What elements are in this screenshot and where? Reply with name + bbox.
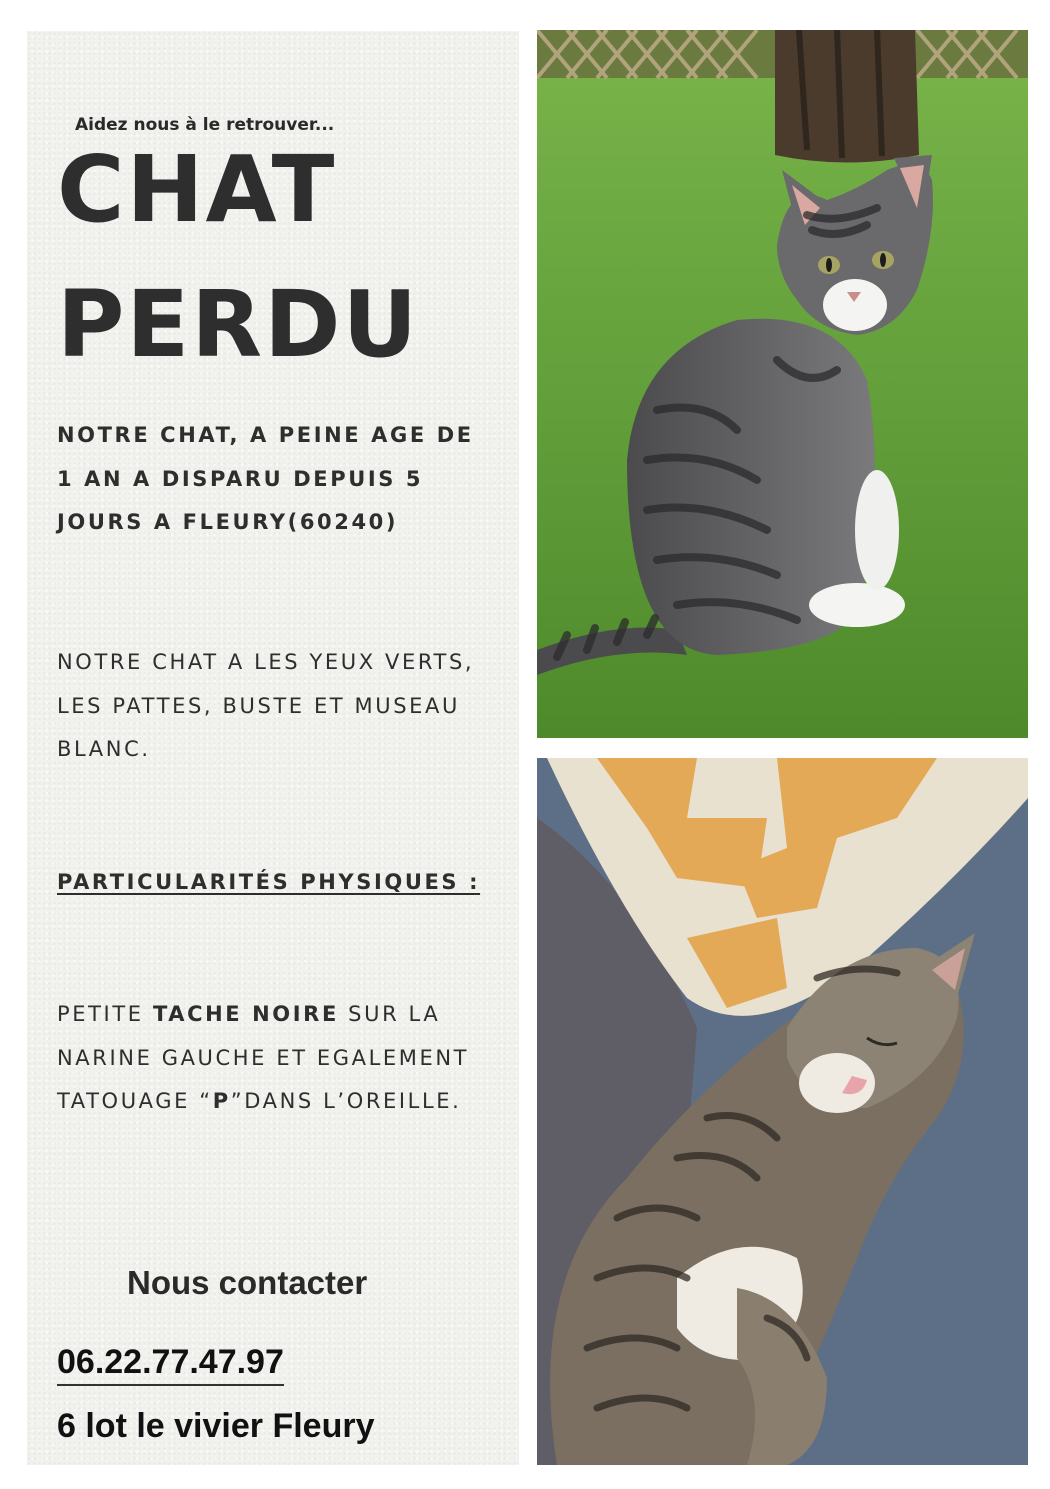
headline-line-2: PERDU — [57, 271, 420, 378]
particularities-heading-text: PARTICULARITÉS PHYSIQUES : — [57, 870, 481, 894]
intro-text: NOTRE CHAT, A PEINE AGE DE 1 AN A DISPARU DEPUIS 5 JOURS A FLEURY(60240) — [57, 423, 474, 534]
description-text: NOTRE CHAT A LES YEUX VERTS, LES PATTES, BUSTE ET MUSEAU BLANC. — [57, 650, 475, 761]
address: 6 lot le vivier Fleury — [57, 1407, 375, 1445]
headline-line-1: CHAT — [57, 136, 337, 243]
marks-text-1: PETITE — [57, 1002, 153, 1026]
particularities-heading — [57, 861, 497, 905]
cat-sleeping-illustration — [537, 758, 1028, 1465]
photo-cat-sitting — [537, 30, 1028, 738]
cat-sitting-illustration — [537, 30, 1028, 738]
tagline: Aidez nous à le retrouver... — [75, 115, 335, 135]
marks-text-3: ”DANS L’OREILLE. — [230, 1089, 462, 1113]
photo-cat-sleeping — [537, 758, 1028, 1465]
marks-text — [57, 993, 507, 1124]
phone-number: 06.22.77.47.97 — [57, 1343, 284, 1386]
contact-heading: Nous contacter — [127, 1264, 368, 1301]
text-panel — [27, 31, 519, 1465]
marks-text-2: SUR LA NARINE GAUCHE ET EGALEMENT TATOUAGE “ — [57, 1002, 470, 1113]
marks-text-bold-1: TACHE NOIRE — [152, 1002, 339, 1026]
marks-text-bold-2: P — [212, 1089, 231, 1113]
